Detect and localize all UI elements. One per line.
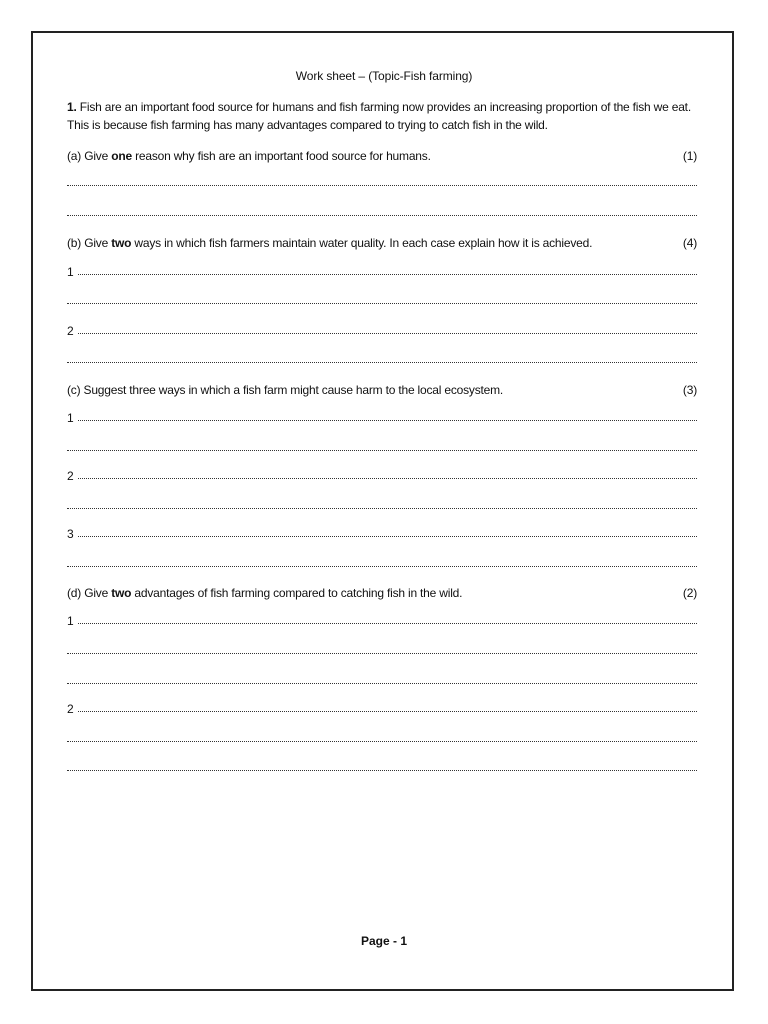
answer-line[interactable] [67, 769, 697, 771]
answer-line[interactable] [78, 477, 697, 479]
answer-number: 2 [67, 469, 74, 483]
answer-line[interactable] [78, 332, 697, 334]
answer-line[interactable] [78, 710, 697, 712]
answer-line[interactable] [67, 449, 697, 451]
answer-line[interactable] [78, 273, 697, 275]
worksheet-title: Work sheet – (Topic-Fish farming) [295, 69, 473, 83]
question-a: (a) Give one reason why fish are an important food source for humans. (1) [67, 149, 697, 163]
page-border [31, 31, 734, 991]
marks-b: (4) [682, 236, 697, 250]
answer-line[interactable] [67, 652, 697, 654]
question-number: 1. [67, 100, 77, 114]
answer-number: 1 [67, 265, 74, 279]
marks-c: (3) [682, 383, 697, 397]
answer-line[interactable] [67, 214, 697, 216]
page-number: Page - 1 [360, 934, 408, 948]
intro-text: Fish are an important food source for humans and fish farming now provides an increasing proportion of the fish we eat. This is because fish farming has many advantages compared to trying to catch fish in the wild. [67, 100, 691, 132]
answer-line[interactable] [67, 682, 697, 684]
answer-line[interactable] [67, 361, 697, 363]
question-b: (b) Give two ways in which fish farmers maintain water quality. In each case explain how it is achieved. (4) [67, 236, 697, 250]
answer-line[interactable] [67, 565, 697, 567]
answer-number: 2 [67, 702, 74, 716]
answer-line[interactable] [67, 740, 697, 742]
question-c: (c) Suggest three ways in which a fish farm might cause harm to the local ecosystem. (3) [67, 383, 697, 397]
question-d: (d) Give two advantages of fish farming compared to catching fish in the wild. (2) [67, 586, 697, 600]
answer-number: 1 [67, 411, 74, 425]
answer-line[interactable] [78, 535, 697, 537]
answer-line[interactable] [67, 507, 697, 509]
marks-a: (1) [682, 149, 697, 163]
answer-line[interactable] [67, 184, 697, 186]
answer-number: 3 [67, 527, 74, 541]
marks-d: (2) [682, 586, 697, 600]
answer-number: 1 [67, 614, 74, 628]
answer-line[interactable] [78, 622, 697, 624]
answer-line[interactable] [78, 419, 697, 421]
answer-number: 2 [67, 324, 74, 338]
answer-line[interactable] [67, 302, 697, 304]
question-1-intro [67, 98, 699, 134]
